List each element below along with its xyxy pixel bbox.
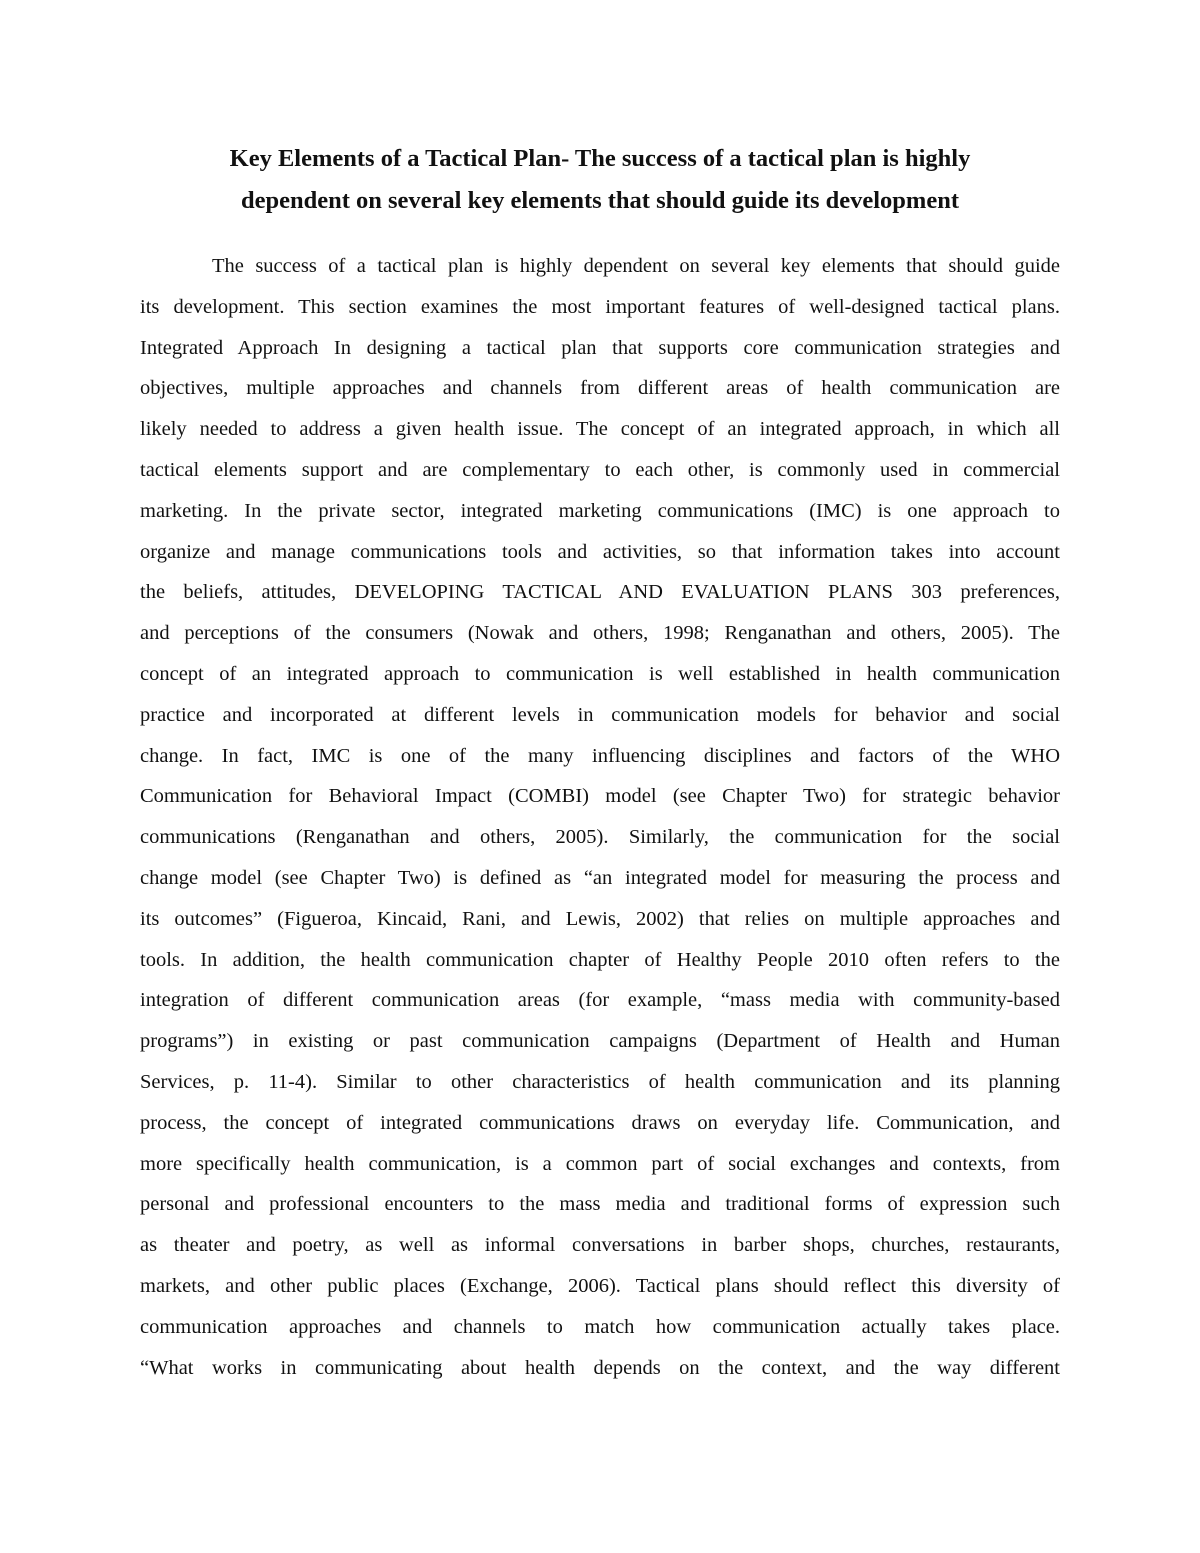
- title-line-2: dependent on several key elements that should guide its development: [240, 187, 959, 214]
- body-line-11: concept of an integrated approach to communication is well established in health communication: [140, 662, 1060, 685]
- body-line-21: Services, p. 11-4). Similar to other characteristics of health communication and its planning: [140, 1070, 1060, 1093]
- body-line-27: communication approaches and channels to match how communication actually takes place.: [140, 1315, 1060, 1338]
- body-line-1: The success of a tactical plan is highly dependent on several key elements that should guide: [212, 255, 1060, 277]
- body-line-19: integration of different communication areas (for example, “mass media with community-based: [140, 989, 1060, 1012]
- body-line-18: tools. In addition, the health communication chapter of Healthy People 2010 often refers to the: [140, 948, 1060, 971]
- body-line-3: Integrated Approach In designing a tactical plan that supports core communication strategies and: [140, 336, 1060, 359]
- body-line-17: its outcomes” (Figueroa, Kincaid, Rani, and Lewis, 2002) that relies on multiple approaches and: [140, 907, 1060, 930]
- body-line-20: programs”) in existing or past communication campaigns (Department of Health and Human: [140, 1030, 1060, 1053]
- body-line-22: process, the concept of integrated communications draws on everyday life. Communication, and: [140, 1111, 1060, 1134]
- body-line-23: more specifically health communication, is a common part of social exchanges and contexts, from: [140, 1152, 1060, 1175]
- body-line-14: Communication for Behavioral Impact (COMBI) model (see Chapter Two) for strategic behavior: [140, 785, 1060, 808]
- title-line-1: Key Elements of a Tactical Plan- The success of a tactical plan is highly: [229, 145, 971, 172]
- body-line-8: organize and manage communications tools and activities, so that information takes into account: [140, 540, 1060, 563]
- document-title: [140, 138, 1060, 222]
- body-line-15: communications (Renganathan and others, 2005). Similarly, the communication for the social: [140, 826, 1060, 849]
- body-line-10: and perceptions of the consumers (Nowak and others, 1998; Renganathan and others, 2005). The: [140, 622, 1060, 645]
- body-line-2: its development. This section examines the most important features of well-designed tactical plans.: [140, 295, 1060, 318]
- body-line-12: practice and incorporated at different levels in communication models for behavior and social: [140, 703, 1060, 726]
- body-line-25: as theater and poetry, as well as informal conversations in barber shops, churches, restaurants,: [140, 1234, 1060, 1257]
- body-line-28: “What works in communicating about health depends on the context, and the way different: [140, 1356, 1060, 1379]
- body-line-9: the beliefs, attitudes, DEVELOPING TACTICAL AND EVALUATION PLANS 303 preferences,: [140, 581, 1060, 604]
- body-line-5: likely needed to address a given health issue. The concept of an integrated approach, in which all: [140, 418, 1060, 441]
- document-body: [140, 246, 1060, 1388]
- body-line-6: tactical elements support and are complementary to each other, is commonly used in commercial: [140, 458, 1060, 481]
- body-line-26: markets, and other public places (Exchange, 2006). Tactical plans should reflect this diversity of: [140, 1274, 1060, 1297]
- body-line-13: change. In fact, IMC is one of the many influencing disciplines and factors of the WHO: [140, 744, 1060, 767]
- body-line-7: marketing. In the private sector, integrated marketing communications (IMC) is one approach to: [140, 499, 1060, 522]
- body-line-16: change model (see Chapter Two) is defined as “an integrated model for measuring the process and: [140, 866, 1060, 889]
- body-line-24: personal and professional encounters to the mass media and traditional forms of expression such: [140, 1193, 1060, 1216]
- body-line-4: objectives, multiple approaches and channels from different areas of health communication are: [140, 377, 1060, 400]
